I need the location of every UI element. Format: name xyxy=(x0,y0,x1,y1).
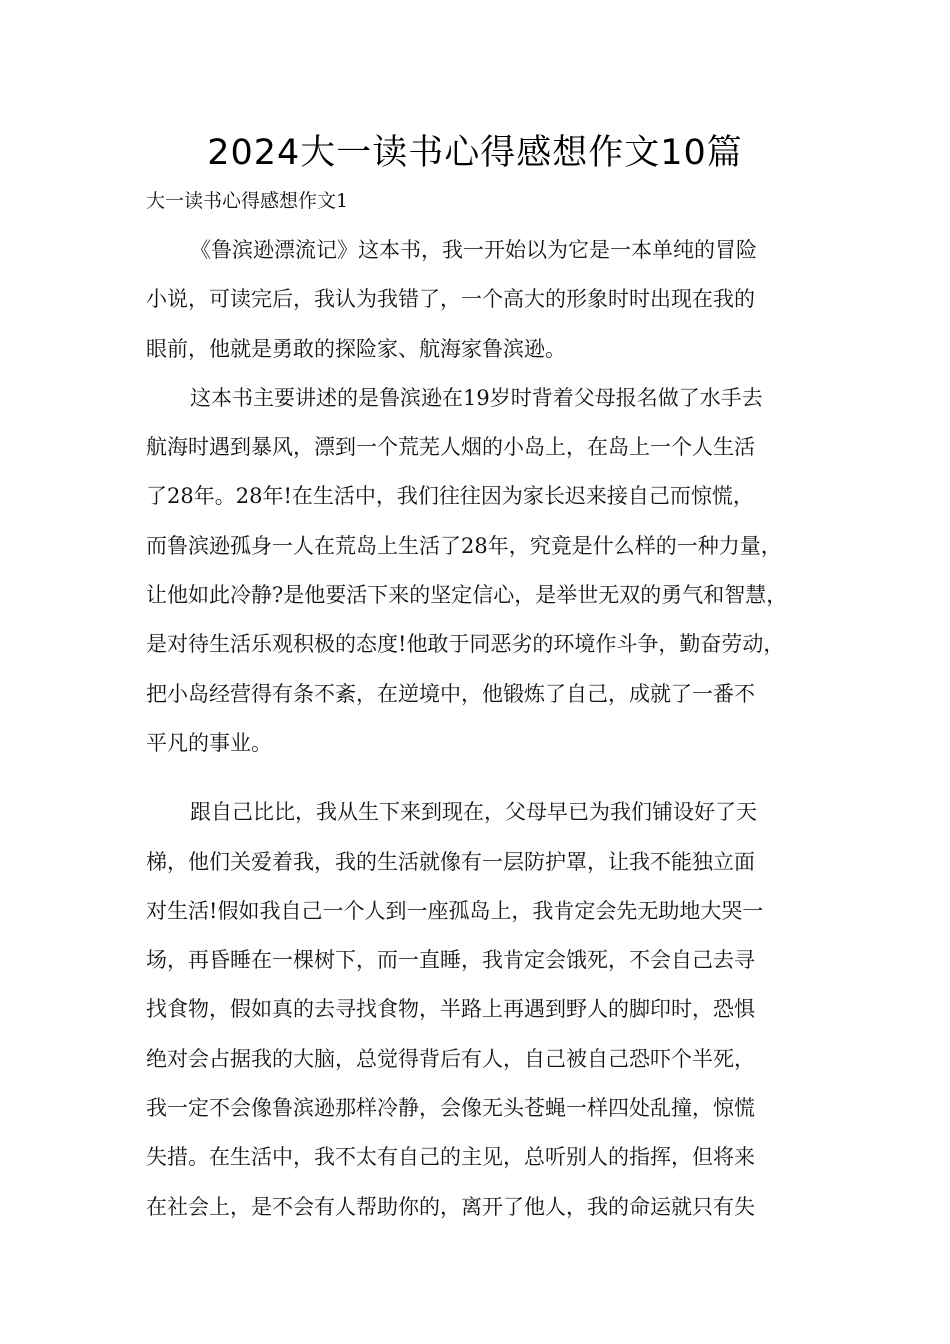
text-line: 了28年。28年!在生活中，我们往往因为家长迟来接自己而惊慌， xyxy=(146,484,754,509)
text-line: 找食物，假如真的去寻找食物，半路上再遇到野人的脚印时，恐惧 xyxy=(146,997,755,1022)
text-line: 在社会上，是不会有人帮助你的，离开了他人，我的命运就只有失 xyxy=(146,1194,755,1219)
text-line: 场，再昏睡在一棵树下，而一直睡，我肯定会饿死，不会自己去寻 xyxy=(146,948,755,973)
text-line: 我一定不会像鲁滨逊那样冷静，会像无头苍蝇一样四处乱撞，惊慌 xyxy=(146,1096,755,1121)
paragraph-3 xyxy=(146,792,824,1236)
text-line: 是对待生活乐观积极的态度!他敢于同恶劣的环境作斗争，勤奋劳动， xyxy=(146,632,785,657)
text-line: 梯，他们关爱着我，我的生活就像有一层防护罩，让我不能独立面 xyxy=(146,849,755,874)
body-text xyxy=(146,230,824,1236)
section-heading: 大一读书心得感想作文1 xyxy=(146,190,349,212)
text-line: 失措。在生活中，我不太有自己的主见，总听别人的指挥，但将来 xyxy=(146,1145,755,1170)
text-line: 让他如此冷静?是他要活下来的坚定信心，是举世无双的勇气和智慧， xyxy=(146,583,788,608)
text-line: 绝对会占据我的大脑，总觉得背后有人，自己被自己恐吓个半死， xyxy=(146,1046,755,1071)
document-title: 2024大一读书心得感想作文10篇 xyxy=(207,133,743,173)
paragraph-2 xyxy=(146,378,824,772)
paragraph-1 xyxy=(146,230,824,378)
text-line: 而鲁滨逊孤身一人在荒岛上生活了28年，究竟是什么样的一种力量， xyxy=(146,533,782,558)
text-line: 平凡的事业。 xyxy=(146,730,272,755)
text-line: 航海时遇到暴风，漂到一个荒芜人烟的小岛上，在岛上一个人生活 xyxy=(146,435,755,460)
text-line: 眼前，他就是勇敢的探险家、航海家鲁滨逊。 xyxy=(146,336,566,361)
text-line: 对生活!假如我自己一个人到一座孤岛上，我肯定会先无助地大哭一 xyxy=(146,898,764,923)
text-line: 小说，可读完后，我认为我错了，一个高大的形象时时出现在我的 xyxy=(146,287,755,312)
text-line: 把小岛经营得有条不紊，在逆境中，他锻炼了自己，成就了一番不 xyxy=(146,681,755,706)
text-line: 跟自己比比，我从生下来到现在，父母早已为我们铺设好了天 xyxy=(190,800,757,825)
paragraph-spacer xyxy=(146,772,824,792)
text-line: 这本书主要讲述的是鲁滨逊在19岁时背着父母报名做了水手去 xyxy=(190,385,763,410)
text-line: 《鲁滨逊漂流记》这本书，我一开始以为它是一本单纯的冒险 xyxy=(190,238,757,262)
